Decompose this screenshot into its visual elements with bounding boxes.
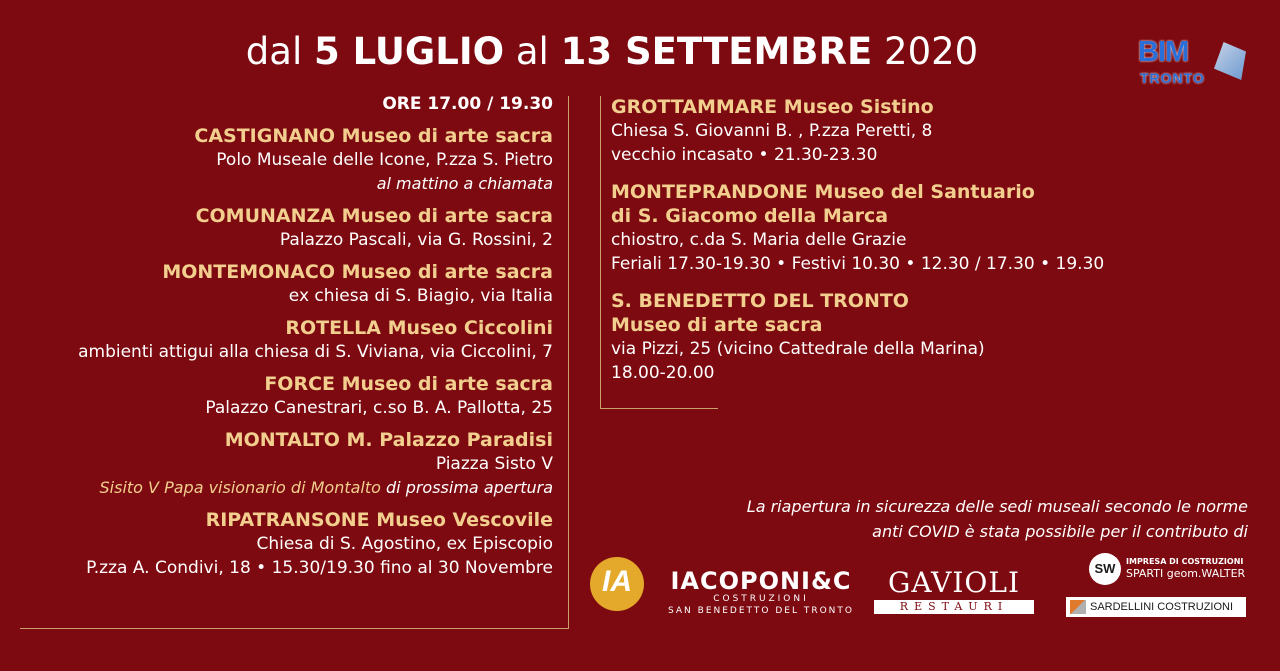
iacoponi-logo — [666, 568, 856, 617]
right-divider-vertical — [600, 96, 601, 409]
sponsor-note-line1: La riapertura in sicurezza delle sedi museali secondo le norme — [746, 497, 1248, 516]
museum-entry-montemonaco — [20, 260, 553, 308]
museum-entry-castignano — [20, 124, 553, 196]
sponsor-note — [608, 494, 1248, 544]
museum-entry-rotella — [20, 316, 553, 364]
museum-title: MONTALTO M. Palazzo Paradisi — [224, 429, 553, 451]
sardellini-logo — [1066, 597, 1246, 617]
iacoponi-mark-icon — [590, 557, 644, 611]
logo-shard-graphic — [1214, 42, 1246, 80]
iacoponi-name: IACOPONI&C — [670, 567, 852, 595]
museum-entry-comunanza — [20, 204, 553, 252]
headline-pre: dal — [245, 30, 314, 73]
iacoponi-place: SAN BENEDETTO DEL TRONTO — [668, 606, 854, 616]
museum-note — [20, 476, 553, 500]
sparti-logo — [1126, 557, 1256, 581]
museum-title: MONTEPRANDONE Museo del Santuario — [611, 181, 1035, 203]
bim-tronto-logo — [1132, 32, 1250, 102]
museum-entry-force — [20, 372, 553, 420]
museum-address: Piazza Sisto V — [435, 454, 553, 474]
museum-hours: Feriali 17.30-19.30 • Festivi 10.30 • 12.30 / 17.30 • 19.30 — [611, 254, 1105, 274]
left-museum-list — [20, 94, 553, 588]
museum-address: Chiesa S. Giovanni B. , P.zza Peretti, 8 — [611, 121, 933, 141]
museum-entry-montalto — [20, 428, 553, 500]
headline — [0, 30, 1224, 73]
museum-title: MONTEMONACO Museo di arte sacra — [162, 261, 553, 283]
museum-title-line2: di S. Giacomo della Marca — [611, 205, 889, 227]
sparti-mark-icon: SW — [1089, 553, 1121, 585]
museum-hours: 18.00-20.00 — [611, 363, 715, 383]
gavioli-sub: RESTAURI — [874, 600, 1034, 614]
museum-address: ambienti attigui alla chiesa di S. Viviana, via Ciccolini, 7 — [78, 342, 553, 362]
opening-hours: ORE 17.00 / 19.30 — [382, 94, 553, 114]
right-divider-bottom — [600, 408, 718, 409]
sardellini-mark-icon — [1070, 600, 1086, 614]
headline-date-start: 5 LUGLIO — [313, 30, 505, 73]
exhibition-title: Sisito V Papa visionario di Montalto — [99, 478, 381, 497]
museum-title: CASTIGNANO Museo di arte sacra — [194, 125, 553, 147]
museum-title: GROTTAMMARE Museo Sistino — [611, 96, 934, 118]
museum-address: Palazzo Canestrari, c.so B. A. Pallotta, 25 — [205, 398, 553, 418]
museum-title: S. BENEDETTO DEL TRONTO — [611, 290, 909, 312]
sponsor-note-line2: anti COVID è stata possibile per il contributo di — [872, 522, 1248, 541]
museum-address: Polo Museale delle Icone, P.zza S. Pietro — [216, 150, 553, 170]
museum-title: RIPATRANSONE Museo Vescovile — [205, 509, 553, 531]
exhibition-status: di prossima apertura — [380, 478, 553, 497]
logo-tronto-text: TRONTO — [1140, 70, 1205, 86]
sardellini-name: SARDELLINI COSTRUZIONI — [1090, 601, 1234, 613]
museum-title: COMUNANZA Museo di arte sacra — [195, 205, 553, 227]
left-divider-bottom — [20, 628, 569, 629]
museum-entry-monteprandone — [611, 180, 1211, 276]
museum-entry-grottammare — [611, 95, 1211, 167]
museum-address: Palazzo Pascali, via G. Rossini, 2 — [279, 230, 553, 250]
museum-title: FORCE Museo di arte sacra — [264, 373, 553, 395]
headline-date-end: 13 SETTEMBRE — [560, 30, 873, 73]
museum-hours: P.zza A. Condivi, 18 • 15.30/19.30 fino al 30 Novembre — [86, 558, 553, 578]
logo-bim-text: BIM — [1138, 36, 1189, 68]
museum-address: ex chiesa di S. Biagio, via Italia — [288, 286, 553, 306]
museum-address: chiostro, c.da S. Maria delle Grazie — [611, 230, 907, 250]
headline-mid: al — [504, 30, 561, 73]
iacoponi-mark-text: IA — [602, 565, 632, 598]
museum-title: ROTELLA Museo Ciccolini — [285, 317, 553, 339]
museum-hours: vecchio incasato • 21.30-23.30 — [611, 145, 878, 165]
museum-entry-san-benedetto — [611, 289, 1211, 385]
iacoponi-sub: COSTRUZIONI — [713, 594, 809, 604]
right-museum-list — [611, 95, 1211, 398]
museum-address: Chiesa di S. Agostino, ex Episcopio — [256, 534, 553, 554]
gavioli-logo — [870, 568, 1038, 614]
museum-address: via Pizzi, 25 (vicino Cattedrale della Marina) — [611, 339, 985, 359]
left-divider-vertical — [568, 96, 569, 628]
headline-year: 2020 — [872, 30, 979, 73]
museum-entry-ripatransone — [20, 508, 553, 580]
gavioli-name: GAVIOLI — [887, 566, 1021, 599]
museum-note: al mattino a chiamata — [376, 174, 553, 193]
sparti-top: IMPRESA DI COSTRUZIONI — [1126, 557, 1244, 566]
museum-title-line2: Museo di arte sacra — [611, 314, 823, 336]
sparti-name: SPARTI geom.WALTER — [1126, 567, 1246, 580]
